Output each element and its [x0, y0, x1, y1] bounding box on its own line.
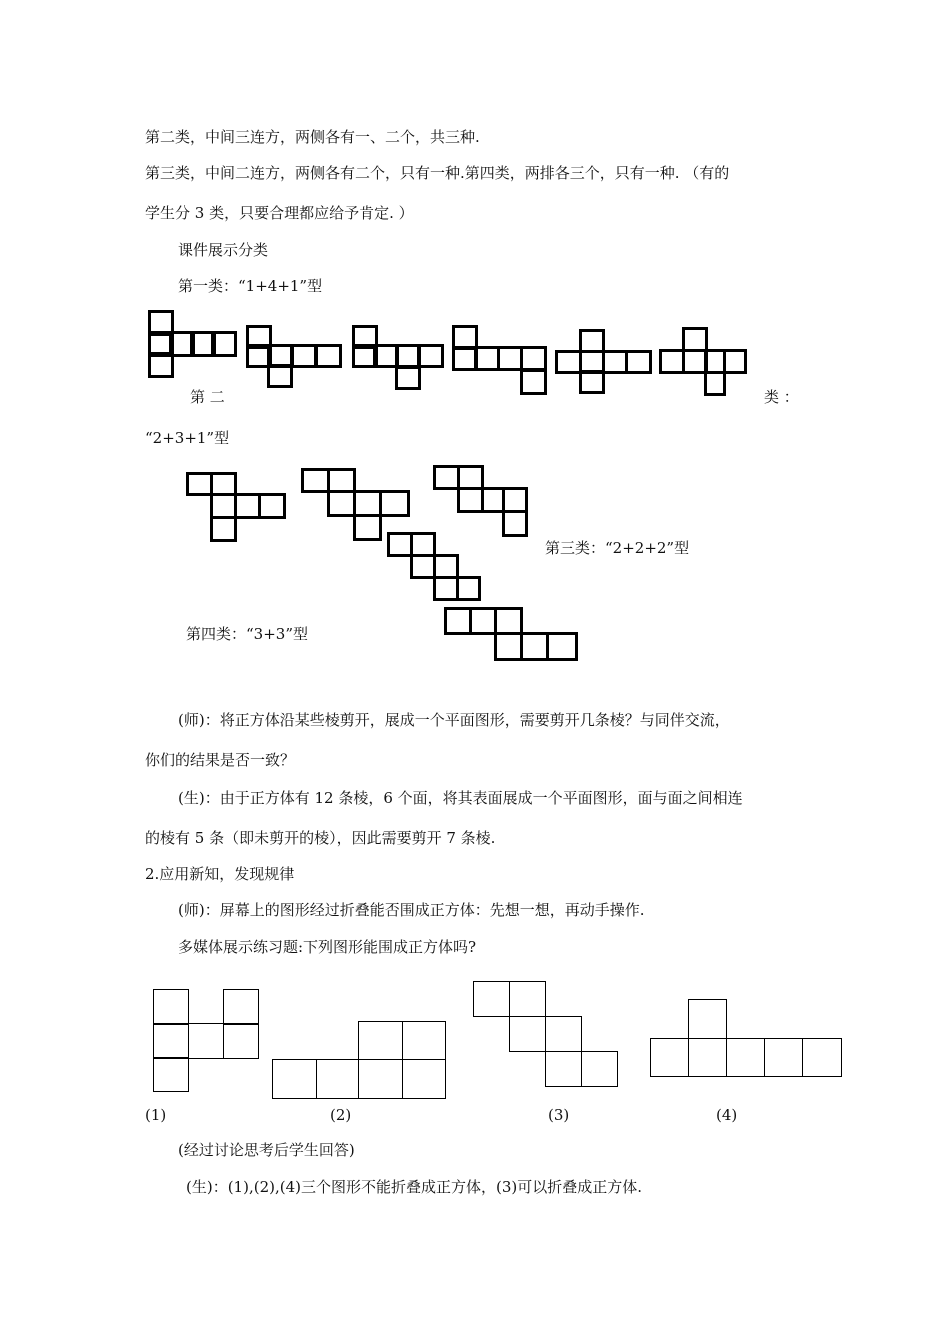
category-3-title: 第三类：“2+2+2”型: [545, 539, 690, 557]
paragraph: 课件展示分类: [178, 241, 269, 259]
category-1-title: 第一类：“1+4+1”型: [178, 277, 323, 295]
paragraph: 你们的结果是否一致？: [145, 751, 296, 769]
paragraph: 的棱有 5 条（即未剪开的棱），因此需要剪开 7 条棱.: [145, 829, 496, 847]
paragraph: 多媒体展示练习题:下列图形能围成正方体吗?: [178, 938, 477, 956]
paragraph: (生)：(1),(2),(4)三个图形不能折叠成正方体，(3)可以折叠成正方体.: [186, 1178, 643, 1196]
category-4-title: 第四类：“3+3”型: [186, 625, 308, 643]
exercise-label-3: (3): [548, 1106, 570, 1124]
exercise-label-1: (1): [145, 1106, 167, 1124]
category-2-title-end: 类 ：: [764, 388, 799, 406]
paragraph: (师)：屏幕上的图形经过折叠能否围成正方体：先想一想，再动手操作.: [178, 901, 645, 919]
section-heading: 2.应用新知，发现规律: [145, 865, 295, 883]
paragraph: (经过讨论思考后学生回答): [178, 1141, 355, 1159]
paragraph: (师)：将正方体沿某些棱剪开，展成一个平面图形，需要剪开几条棱？与同伴交流，: [178, 711, 730, 729]
paragraph: 第三类，中间二连方，两侧各有二个，只有一种.第四类，两排各三个，只有一种. （有的: [145, 164, 730, 182]
category-2-title-start: 第 二: [190, 388, 225, 406]
category-2-type: “2+3+1”型: [145, 429, 230, 447]
exercise-label-2: (2): [330, 1106, 352, 1124]
exercise-label-4: (4): [716, 1106, 738, 1124]
paragraph: (生)：由于正方体有 12 条棱，6 个面，将其表面展成一个平面图形，面与面之间相连: [178, 789, 743, 807]
paragraph: 学生分 3 类，只要合理都应给予肯定. ）: [145, 204, 414, 222]
paragraph: 第二类，中间三连方，两侧各有一、二个，共三种.: [145, 128, 480, 146]
